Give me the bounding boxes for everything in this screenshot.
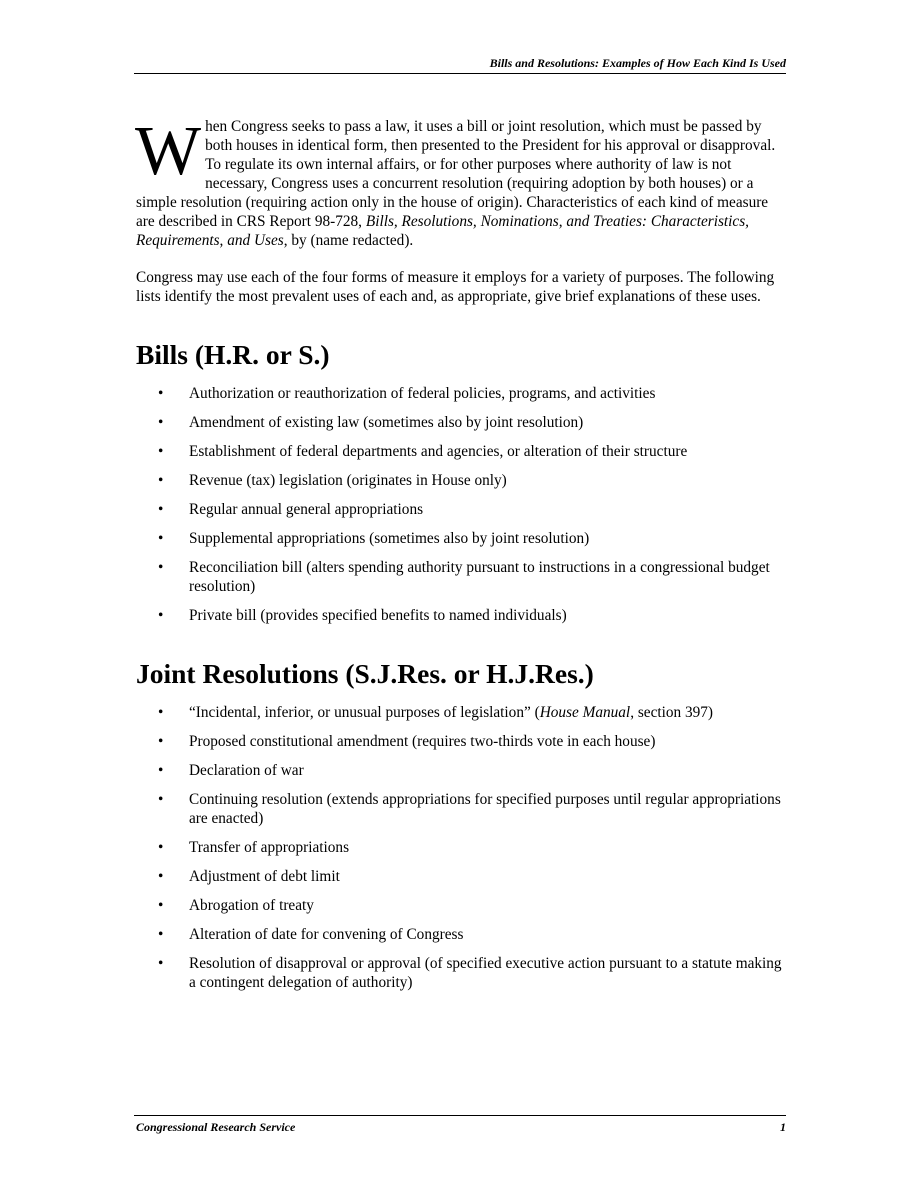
purposes-paragraph: Congress may use each of the four forms of measure it employs for a variety of purposes. The following lists identify the most prevalent uses of each and, as appropriate, give brief explanations of these uses. bbox=[136, 269, 775, 305]
list-item bbox=[136, 867, 786, 886]
list-item bbox=[136, 606, 786, 625]
list-item-text: Private bill (provides specified benefits to named individuals) bbox=[189, 607, 567, 624]
bullet-icon: • bbox=[158, 607, 164, 624]
bullet-icon: • bbox=[158, 733, 164, 750]
bullet-icon: • bbox=[158, 704, 164, 721]
list-item-text: Revenue (tax) legislation (originates in House only) bbox=[189, 472, 507, 489]
bullet-icon: • bbox=[158, 926, 164, 943]
bullet-icon: • bbox=[158, 897, 164, 914]
list-item bbox=[136, 925, 786, 944]
list-item-text: Alteration of date for convening of Congress bbox=[189, 926, 464, 943]
list-item-text: Transfer of appropriations bbox=[189, 839, 350, 856]
list-item-text: Establishment of federal departments and agencies, or alteration of their structure bbox=[189, 443, 688, 460]
joint-resolutions-heading: Joint Resolutions (S.J.Res. or H.J.Res.) bbox=[136, 658, 594, 689]
list-item bbox=[136, 471, 786, 490]
joint-resolutions-list bbox=[136, 703, 786, 992]
bullet-icon: • bbox=[158, 501, 164, 518]
bills-heading: Bills (H.R. or S.) bbox=[136, 339, 330, 370]
page-number: 1 bbox=[780, 1120, 786, 1134]
list-item bbox=[136, 384, 786, 403]
list-item-text: Regular annual general appropriations bbox=[189, 501, 424, 518]
house-manual-title: House Manual bbox=[539, 704, 631, 721]
bullet-icon: • bbox=[158, 791, 164, 808]
bullet-icon: • bbox=[158, 530, 164, 547]
intro-text: hen Congress seeks to pass a law, it uses a bill or joint resolution, which must be passed by both houses in identical form, then presented to the President for his approval or disapproval. To regulate its own internal affairs, or for other purposes where authority of law is not necessary, Congress uses a concurrent resolution (requiring adoption by both houses) or a simple resolution (requiring action only in the house of origin). Characteristics of each kind of measure are described in CRS Report 98-728, bbox=[136, 118, 776, 230]
bullet-icon: • bbox=[158, 414, 164, 431]
bullet-icon: • bbox=[158, 385, 164, 402]
list-item bbox=[136, 442, 786, 461]
bullet-icon: • bbox=[158, 443, 164, 460]
footer-rule bbox=[134, 1115, 786, 1116]
list-item-text: Declaration of war bbox=[189, 762, 304, 779]
bullet-icon: • bbox=[158, 839, 164, 856]
list-item-text: Continuing resolution (extends appropriations for specified purposes until regular appropriations are enacted) bbox=[189, 791, 781, 827]
footer-publisher: Congressional Research Service bbox=[136, 1120, 296, 1134]
list-item-text: Adjustment of debt limit bbox=[189, 868, 340, 885]
list-item bbox=[136, 761, 786, 780]
list-item bbox=[136, 732, 786, 751]
page-content bbox=[135, 113, 786, 1002]
list-item bbox=[136, 529, 786, 548]
header-rule bbox=[134, 73, 786, 74]
bullet-icon: • bbox=[158, 559, 164, 576]
list-item-text: Abrogation of treaty bbox=[189, 897, 314, 914]
list-item bbox=[136, 790, 786, 828]
list-item-text: Authorization or reauthorization of federal policies, programs, and activities bbox=[189, 385, 656, 402]
list-item-text: Supplemental appropriations (sometimes also by joint resolution) bbox=[189, 530, 590, 547]
list-item bbox=[136, 500, 786, 519]
list-item-text: Proposed constitutional amendment (requires two-thirds vote in each house) bbox=[189, 733, 656, 750]
running-header: Bills and Resolutions: Examples of How Each Kind Is Used bbox=[489, 56, 786, 70]
bullet-icon: • bbox=[158, 955, 164, 972]
list-item bbox=[136, 954, 786, 992]
bills-list bbox=[136, 384, 786, 625]
intro-paragraph bbox=[135, 113, 786, 250]
list-item: • “Incidental, inferior, or unusual purposes of legislation” (House Manual, section 397) bbox=[158, 704, 714, 721]
report-title: Bills, Resolutions, Nominations, and Treaties: Characteristics, Requirements, and Uses bbox=[136, 213, 749, 249]
list-item bbox=[136, 558, 786, 596]
drop-cap: W bbox=[135, 113, 202, 190]
intro-text-end: , by (name redacted). bbox=[283, 232, 414, 249]
list-item-text: Amendment of existing law (sometimes also by joint resolution) bbox=[189, 414, 584, 431]
list-item-text: Resolution of disapproval or approval (of specified executive action pursuant to a statute making a contingent delegation of authority) bbox=[189, 955, 782, 991]
bullet-icon: • bbox=[158, 868, 164, 885]
bullet-icon: • bbox=[158, 762, 164, 779]
bullet-icon: • bbox=[158, 472, 164, 489]
list-item bbox=[136, 896, 786, 915]
list-item bbox=[136, 838, 786, 857]
list-item bbox=[136, 413, 786, 432]
list-item-text: Reconciliation bill (alters spending authority pursuant to instructions in a congressional budget resolution) bbox=[189, 559, 770, 595]
